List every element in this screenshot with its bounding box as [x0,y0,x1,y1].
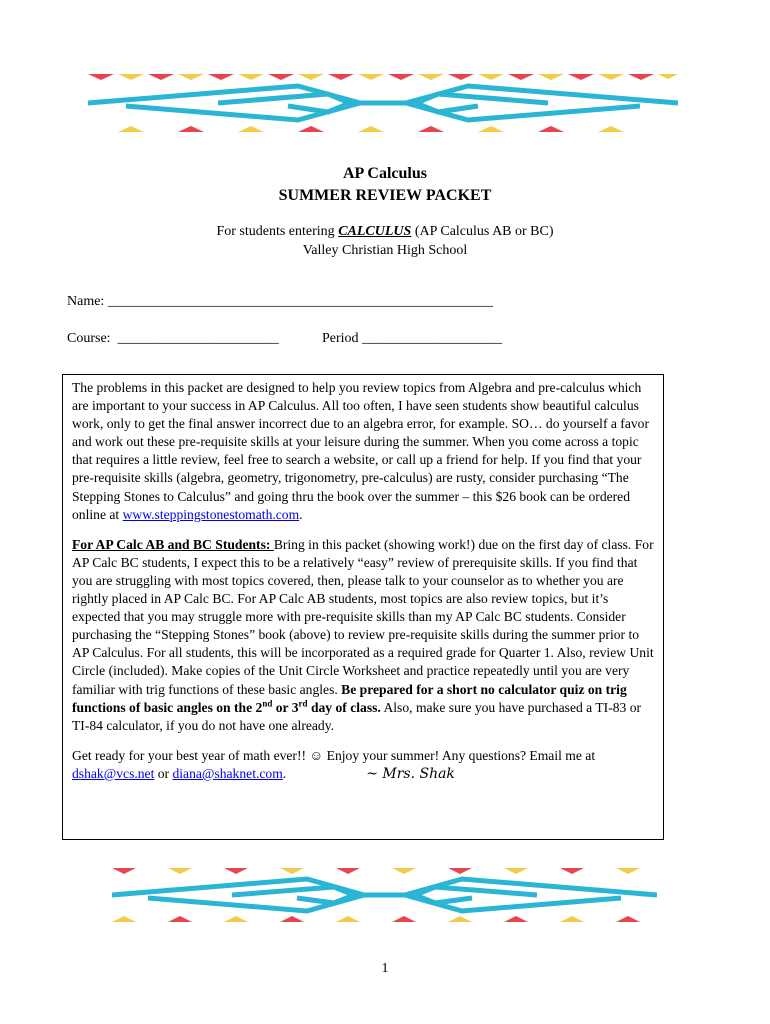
closing-text: Get ready for your best year of math ever!! ☺ Enjoy your summer! Any questions? Email me at [72,747,596,763]
instructions-box [62,374,664,840]
ab-bc-paragraph [72,536,655,735]
period-label: Period [322,331,363,346]
bottom-top-triangle-row [112,868,640,874]
calculator-note: Also, make sure you have purchased a TI-83 or TI-84 calculator, if you do not have one already. [72,699,642,733]
ab-bc-heading: For AP Calc AB and BC Students: [72,536,274,552]
bottom-bottom-triangle-row [112,916,640,922]
stepping-stones-link[interactable]: www.steppingstonestomath.com [122,506,300,522]
page-number: 1 [381,961,389,976]
course-name: CALCULUS [338,224,412,239]
top-decorative-banner [88,70,678,136]
period-blank-line[interactable]: ____________________ [362,331,503,346]
audience-line [0,222,770,241]
ab-bc-text: Bring in this packet (showing work!) due on the first day of class. For AP Calc BC students, I expect this to be a relatively “easy” review of prerequisite skills. If you find that you are struggling with most topics covered, then, please talk to your counselor as to whether you are rightly placed in AP Calc BC. For AP Calc AB students, most topics are also review topics, but it’s expected that you may struggle more with pre-requisite skills than my AP Calc BC students. Consider purchasing the “Stepping Stones” book (above) to review pre-requisite skills during the summer prior to AP Calculus. For all students, this will be incorporated as a required grade for Quarter 1. Also, review Unit Circle (included). Make copies of the Unit Circle Worksheet and practice repeatedly until you are very familiar with trig functions of these basic angles. [72,536,654,697]
email-link-dshak[interactable]: dshak@vcs.net [72,765,155,781]
period-field[interactable] [322,330,502,348]
email-link-diana[interactable]: diana@shaknet.com [172,765,283,781]
course-blank-line[interactable]: _______________________ [117,331,279,346]
course-label: Course: [67,331,115,346]
audience-suffix: (AP Calculus AB or BC) [411,224,554,239]
intro-paragraph: The problems in this packet are designed to help you review topics from Algebra and pre-calculus which are important to your success in AP Calculus. All too often, I have seen students show beautiful calculus work, only to get the final answer incorrect due to an algebra error, for example. SO… do yourself a favor and work out these pre-requisite skills at your leisure during the summer. When you come across a topic that requires a little review, feel free to search a website, or call up a friend for help. If you find that your pre-requisite skills (algebra, geometry, trigonometry, pre-calculus) are rusty, consider purchasing “The Stepping Stones to Calculus” and going thru the book over the summer – this $26 book can be ordered online at www.steppingstonestomath.com. [72,380,649,522]
bottom-teal-meander-pattern [112,879,657,911]
closing-paragraph: Get ready for your best year of math ever!! ☺ Enjoy your summer! Any questions? Email me at dshak@vcs.net or diana@shaknet.com. ~ Mrs. Shak [72,747,596,782]
school-name: Valley Christian High School [302,243,468,258]
teal-meander-pattern [88,86,678,120]
course-field[interactable] [67,330,279,348]
title-block [0,163,770,207]
audience-prefix: For students entering [216,224,339,239]
document-title: AP Calculus [342,165,427,182]
intro-text: The problems in this packet are designed to help you review topics from Algebra and pre-calculus which are important to your success in AP Calculus. All too often, I have seen students show beautiful calculus work, only to get the final answer incorrect due to an algebra error, for example. SO… do yourself a favor and work out these pre-requisite skills at your leisure during the summer. When you come across a topic that requires a little review, feel free to search a website, or call up a friend for help. If you find that your pre-requisite skills (algebra, geometry, trigonometry, pre-calculus) are rusty, consider purchasing “The Stepping Stones to Calculus” and going thru the book over the summer – this $26 book can be ordered online at [72,380,649,522]
name-field[interactable] [67,293,493,311]
top-triangle-row [88,74,678,80]
signature: ~ Mrs. Shak [366,765,455,782]
name-blank-line[interactable]: _______________________________________________________ [107,294,493,309]
quiz-notice: Be prepared for a short no calculator quiz on trig functions of basic angles on the 2nd or 3rd day of class. [72,681,627,715]
bottom-decorative-banner [112,864,657,926]
document-subtitle: SUMMER REVIEW PACKET [278,187,492,204]
name-label: Name: [67,294,108,309]
audience-block [0,222,770,260]
bottom-triangle-row [118,126,624,132]
